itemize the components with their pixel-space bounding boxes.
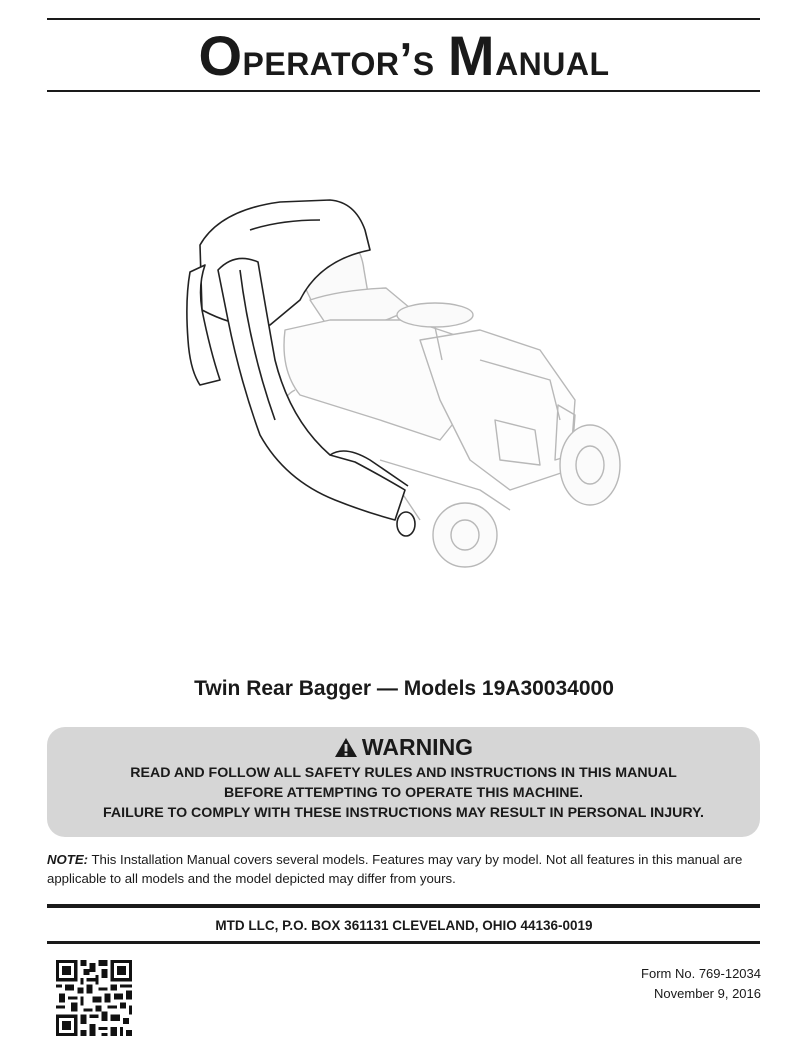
top-rule [47, 18, 760, 20]
warning-heading [47, 734, 760, 761]
qr-code [55, 960, 133, 1036]
title-underline [47, 90, 760, 92]
warning-line: FAILURE TO COMPLY WITH THESE INSTRUCTIONS MAY RESULT IN PERSONAL INJURY. [103, 805, 704, 821]
form-info [641, 964, 761, 1004]
warning-line: READ AND FOLLOW ALL SAFETY RULES AND INSTRUCTIONS IN THIS MANUAL [130, 765, 677, 781]
form-number: Form No. 769-12034 [641, 966, 761, 981]
note-paragraph [47, 850, 762, 888]
company-address: MTD LLC, P.O. BOX 361131 CLEVELAND, OHIO 44136-0019 [215, 918, 593, 933]
tractor-bagger-illustration [180, 190, 630, 580]
note-label: NOTE: [47, 852, 89, 867]
warning-line: BEFORE ATTEMPTING TO OPERATE THIS MACHINE. [224, 785, 583, 801]
warning-box [47, 727, 760, 837]
address-bottom-rule [47, 941, 760, 944]
warning-triangle-icon [334, 737, 358, 758]
note-text: This Installation Manual covers several models. Features may vary by model. Not all features in this manual are applicable to all models and the model depicted may differ from yours. [47, 852, 743, 886]
model-subtitle: Twin Rear Bagger — Models 19A30034000 [194, 677, 614, 700]
form-date: November 9, 2016 [654, 986, 761, 1001]
warning-label: WARNING [361, 734, 474, 760]
page-title: Operator’s Manual [198, 24, 610, 87]
address-top-rule [47, 904, 760, 908]
